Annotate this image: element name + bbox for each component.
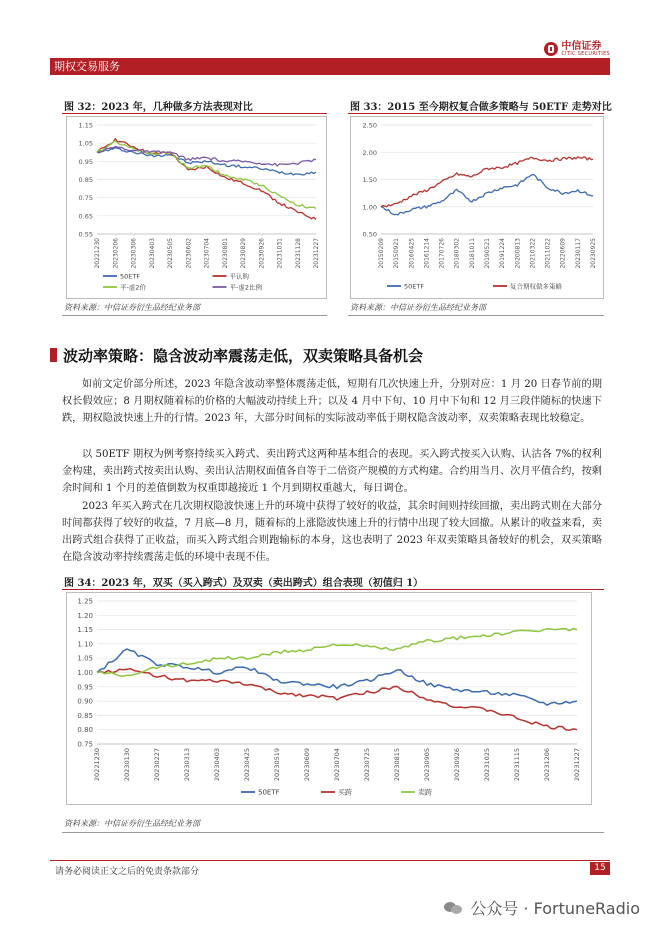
x-tick-label: 20230609 [303, 748, 311, 782]
fig33-source-rule [348, 315, 604, 316]
x-tick-label: 20230306 [130, 238, 138, 269]
fig34-chart [66, 592, 592, 805]
legend-label: 复合期权做多策略 [510, 282, 562, 291]
y-tick-label: 1.15 [77, 626, 93, 635]
footer-rule [50, 860, 610, 861]
watermark-text: 公众号 · FortuneRadio [470, 899, 640, 918]
legend-label: 平-虚2价 [120, 283, 146, 292]
x-tick-label: 20211022 [544, 238, 552, 269]
y-tick-label: 0.90 [77, 697, 93, 706]
page-number: 15 [590, 862, 610, 875]
paragraph-3: 2023 年买入跨式在几次期权隐波快速上升的环境中获得了较好的收益，其余时间则持续回撤，卖出跨式则在大部分时间都获得了较好的收益，7 月底—8 月，随着标的上涨隐波快速上升的行情中出现了较大回撤。从累计的收益来看，卖出跨式组合获得了正收益，而买入跨式组合则跑输标的本身，这也表明了 2023 年双卖策略具备较好的机会，双买策略在隐含波动率持续震荡走低的环境中表现不佳。 [62, 501, 602, 563]
x-tick-label: 20230905 [423, 748, 431, 782]
legend-label: 平认购 [229, 272, 249, 281]
x-tick-label: 20200813 [514, 238, 522, 269]
legend-label: 买跨 [338, 788, 352, 797]
fig33-rule [348, 113, 604, 114]
fig32-rule [62, 113, 327, 114]
legend-label: 平-虚2比例 [229, 283, 262, 292]
x-tick-label: 20230925 [590, 238, 597, 269]
x-tick-label: 20231128 [294, 238, 302, 269]
y-tick-label: 0.85 [78, 176, 93, 184]
x-tick-label: 20230704 [203, 238, 211, 269]
series-line-3 [97, 629, 577, 677]
legend-label: 卖跨 [418, 788, 432, 797]
x-tick-label: 20150209 [378, 238, 385, 269]
fig33-source: 资料来源：中信证券衍生品经纪业务部 [350, 303, 486, 312]
x-tick-label: 20220609 [559, 238, 567, 269]
x-tick-label: 20231227 [573, 748, 581, 782]
series-line-2 [97, 669, 577, 730]
y-tick-label: 0.75 [78, 194, 93, 203]
x-tick-label: 20230206 [112, 238, 120, 269]
x-tick-label: 20230117 [574, 238, 582, 269]
citic-logo-icon [544, 42, 558, 56]
x-tick-label: 20230815 [393, 748, 401, 782]
legend-label: 50ETF [404, 282, 425, 291]
fig34-rule [62, 589, 604, 590]
x-tick-label: 20210322 [529, 238, 537, 269]
x-tick-label: 20230704 [333, 748, 341, 782]
x-tick-label: 20231115 [513, 748, 521, 782]
x-tick-label: 20190521 [484, 238, 491, 269]
y-tick-label: 0.80 [77, 726, 93, 735]
y-tick-label: 1.05 [78, 139, 93, 148]
x-tick-label: 20150921 [393, 238, 401, 269]
legend-label: 50ETF [258, 788, 280, 797]
x-tick-label: 20180302 [453, 238, 461, 269]
x-tick-label: 20231227 [313, 238, 320, 269]
fig32-title: 图 32：2023 年，几种做多方法表现对比 [64, 102, 253, 113]
series-line-2 [381, 157, 593, 207]
fig32-source: 资料来源：中信证券衍生品经纪业务部 [64, 303, 200, 312]
wechat-icon [444, 900, 464, 916]
y-tick-label: 1.05 [77, 654, 93, 663]
x-tick-label: 20230425 [243, 748, 251, 782]
x-tick-label: 20230130 [123, 748, 131, 782]
y-tick-label: 0.95 [78, 157, 93, 166]
header-title: 期权交易服务 [54, 60, 120, 73]
y-tick-label: 0.85 [77, 711, 93, 720]
y-tick-label: 1.00 [362, 203, 377, 212]
x-tick-label: 20231206 [543, 748, 551, 782]
y-tick-label: 1.20 [77, 611, 93, 620]
y-tick-label: 1.10 [77, 640, 93, 649]
logo [544, 40, 610, 58]
x-tick-label: 20160425 [408, 238, 416, 269]
page-header-bar [50, 58, 610, 75]
footer-disclaimer: 请务必阅读正文之后的免责条款部分 [55, 867, 200, 877]
fig32-chart [66, 116, 327, 299]
fig33-title: 图 33：2015 至今期权复合做多策略与 50ETF 走势对比 [350, 102, 612, 113]
y-tick-label: 0.75 [77, 740, 93, 749]
x-tick-label: 20231025 [483, 748, 491, 782]
x-tick-label: 20230313 [183, 748, 191, 782]
y-tick-label: 1.25 [77, 597, 93, 606]
logo-cn: 中信证券 [561, 40, 602, 52]
section-bullet [50, 348, 57, 362]
x-tick-label: 20221230 [93, 748, 101, 782]
legend-label: 50ETF [120, 272, 141, 281]
x-tick-label: 20170726 [438, 238, 446, 269]
y-tick-label: 0.95 [77, 683, 93, 692]
fig34-source-rule [62, 832, 604, 833]
x-tick-label: 20230505 [167, 238, 174, 269]
x-tick-label: 20230801 [221, 238, 229, 269]
x-tick-label: 20230926 [453, 748, 461, 782]
y-tick-label: 0.65 [78, 212, 93, 221]
x-tick-label: 20231031 [276, 238, 284, 269]
x-tick-label: 20230725 [363, 748, 371, 782]
paragraph-1: 如前文定价部分所述，2023 年隐含波动率整体震荡走低，短期有几次快速上升，分别对应：1 月 20 日春节前的期权长假效应；8 月期权随着标的价格的大幅波动持续上升；以及 4 月中下旬、10 月中下旬和 12 月三段伴随标的快速下跌，期权隐波快速上升的行情。2023 年，大部分时间标的实际波动率低于期权隐含波动率，双卖策略表现比较稳定。 [62, 379, 602, 424]
fig32-source-rule [62, 315, 327, 316]
y-tick-label: 1.15 [78, 121, 93, 130]
fig34-source: 资料来源：中信证券衍生品经纪业务部 [64, 819, 200, 828]
x-tick-label: 20221230 [94, 238, 101, 269]
x-tick-label: 20181011 [468, 238, 476, 269]
y-tick-label: 1.50 [362, 176, 377, 184]
series-line-4 [97, 147, 316, 166]
fig33-svg [351, 117, 603, 298]
fig32-svg [67, 117, 326, 298]
series-line-1 [97, 649, 577, 705]
x-tick-label: 20230926 [258, 238, 266, 269]
y-tick-label: 0.55 [78, 230, 93, 239]
x-tick-label: 20161214 [423, 238, 431, 269]
x-tick-label: 20230403 [213, 748, 221, 782]
fig34-svg [67, 593, 591, 804]
logo-en: CITIC SECURITIES [561, 50, 610, 57]
fig33-chart [350, 116, 604, 299]
y-tick-label: 2.50 [362, 121, 377, 130]
x-tick-label: 20191224 [499, 238, 507, 269]
x-tick-label: 20230403 [148, 238, 156, 269]
y-tick-label: 2.00 [362, 148, 377, 157]
watermark [444, 896, 640, 919]
y-tick-label: 1.00 [77, 669, 93, 677]
y-tick-label: 0.50 [362, 230, 377, 239]
x-tick-label: 20230829 [240, 238, 247, 269]
fig34-title: 图 34：2023 年，双买（买入跨式）及双卖（卖出跨式）组合表现（初值归 1） [64, 578, 424, 589]
x-tick-label: 20230602 [185, 238, 193, 269]
section-title: 波动率策略：隐含波动率震荡走低，双卖策略具备机会 [63, 347, 424, 365]
x-tick-label: 20230519 [273, 748, 281, 782]
paragraph-2: 以 50ETF 期权为例考察持续买入跨式、卖出跨式这两种基本组合的表现。买入跨式按买入认购、认沽各 7%的权利金构建，卖出跨式按卖出认购、卖出认沽期权面值各自等于二倍资产规模的方式构建。合约用当月、次月平值合约，按剩余时间和 1 个月的差值倒数为权重即越接近 1 个月到期权重越大，每日调仓。 [62, 449, 602, 494]
x-tick-label: 20230227 [153, 748, 161, 782]
